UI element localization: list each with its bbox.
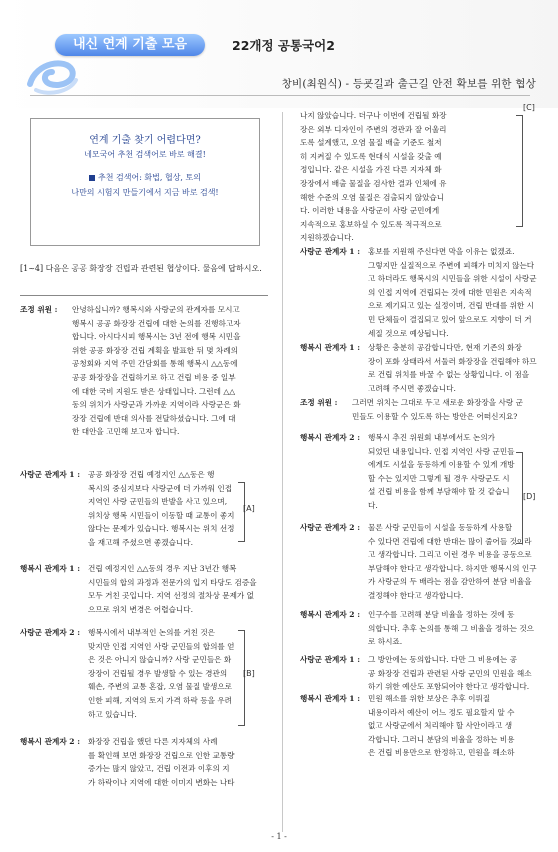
- dialogue-line: 않다는 문제가 있습니다. 행복시는 위치 선정: [88, 524, 235, 534]
- right-paragraph: [300, 109, 538, 245]
- dialogue-line: 화장장 건립을 했던 다른 지자체의 사례: [88, 737, 218, 746]
- left-paragraph: [20, 562, 268, 616]
- dialogue-line: 상황은 충분히 공감합니다만, 현재 기존의 화장: [368, 343, 522, 352]
- speaker-label: 사랑군 관계자 1 :: [300, 655, 361, 664]
- speaker-label: 행복시 관계자 2 :: [20, 737, 81, 746]
- dialogue-line: 그렇지만 실질적으로 주변에 피해가 미치지 않는다: [368, 260, 535, 270]
- dialogue-line: 지역인 사랑 군민들의 반발을 사고 있으며,: [88, 497, 228, 507]
- dialogue-line: 물론 사랑 군민들이 시설을 동등하게 사용할: [368, 523, 513, 532]
- dialogue-line: 장장 건립에 반대 의사를 전달하셨습니다. 그에 대: [72, 413, 236, 423]
- speaker-label: 행복시 관계자 1 :: [300, 694, 361, 703]
- dialogue-line: 동의 위치가 사랑군과 가까운 지역이라 사랑군은 화: [72, 400, 241, 410]
- left-paragraph: [20, 468, 268, 550]
- dialogue-line: 가 사랑군의 두 배라는 점을 감안하여 분담 비율을: [368, 577, 532, 587]
- dialogue-line: 를 확인해 보면 화장장 건립으로 인한 교통량: [88, 750, 235, 760]
- dialogue-line: 증가는 많지 않았고, 건립 이전과 이후의 지: [88, 764, 230, 774]
- speaker-label: 조정 위원 :: [20, 305, 58, 314]
- bracket-d: [516, 452, 523, 544]
- dialogue-line: 의합니다. 추후 논의를 통해 그 비율을 정하는 것으: [368, 623, 535, 633]
- right-paragraph: [300, 341, 538, 395]
- dialogue-line: 시민들의 합의 과정과 전문가의 입지 타당도 검증을: [88, 577, 257, 587]
- dialogue-line: 정입니다. 같은 시설을 가진 다른 지자체 화: [300, 165, 442, 175]
- dialogue-line: 은 건립 비용만으로 한정하고, 민원을 해소하: [368, 748, 515, 758]
- dialogue-line: 한 대안을 고민해 보고자 합니다.: [72, 427, 180, 437]
- dialogue-line: 으로 제기되고 있는 실정이며, 건립 반대를 위한 시: [368, 301, 535, 311]
- dialogue-line: 행복시 공공 화장장 건립에 대한 논의를 진행하고자: [72, 318, 241, 328]
- dialogue-line: 부담해야 한다고 생각합니다. 하지만 행복시의 인구: [368, 563, 537, 573]
- square-bullet-icon: [89, 175, 95, 181]
- dialogue-line: 로 건립 위치를 바꿀 수 없는 상황입니다. 이 점을: [368, 370, 530, 380]
- page-number: - 1 -: [271, 832, 287, 841]
- promo-box: [30, 118, 260, 246]
- dialogue-line: 장장에서 배출 물질을 검사한 결과 인체에 유: [300, 178, 447, 188]
- bracket-label-c: [C]: [523, 103, 535, 112]
- dialogue-line: 위치상 행복 시민들이 이동할 때 교통이 좋지: [88, 510, 235, 520]
- dialogue-line: 훼손, 주변의 교통 혼잡, 오염 물질 발생으로: [88, 682, 233, 692]
- speaker-label: 조정 위원 :: [300, 398, 338, 407]
- dialogue-line: 에게도 시설을 동등하게 이용할 수 있게 개방: [368, 460, 515, 470]
- dialogue-line: 도록 설계했고, 오염 물질 배출 기준도 철저: [300, 138, 442, 148]
- bracket-b: [238, 630, 245, 726]
- speaker-label: 행복시 관계자 1 :: [20, 564, 81, 573]
- left-paragraph: [20, 303, 268, 439]
- dialogue-line: 은 것은 아니지 않습니까? 사랑 군민들은 화: [88, 655, 232, 665]
- question-prompt: [1~4] 다음은 공공 화장장 건립과 관련된 협상이다. 물음에 답하시오.: [20, 264, 262, 273]
- dialogue-line: 다. 이러한 내용을 사랑군이 사랑 군민에게: [300, 206, 440, 216]
- dialogue-line: 내용이라서 예산이 어느 정도 필요할지 알 수: [368, 707, 515, 717]
- dialogue-line: 인한 피해, 지역의 토지 가격 하락 등을 우려: [88, 695, 233, 705]
- dialogue-line: 복시의 중심지보다 사랑군에 더 가까워 인접: [88, 483, 233, 493]
- bracket-label-b: [B]: [243, 669, 255, 678]
- dialogue-line: 공 화장장 건립과 관련된 사랑 군민의 민원을 해소: [368, 668, 532, 678]
- dialogue-line: 나지 않았습니다. 더구나 이번에 건립될 화장: [300, 111, 447, 120]
- dialogue-line: 할 수는 있지만 그렇게 될 경우 사랑군도 시: [368, 473, 510, 483]
- dialogue-line: 지원하겠습니다.: [300, 233, 354, 243]
- speaker-label: 사랑군 관계자 2 :: [300, 523, 361, 532]
- dialogue-line: 홍보를 지원해 주신다면 막을 이유는 없겠죠.: [368, 247, 515, 256]
- dialogue-line: 히 지켜질 수 있도록 현대식 시설을 갖출 예: [300, 151, 442, 161]
- right-paragraph: [300, 692, 538, 760]
- dialogue-line: 다.: [368, 500, 378, 510]
- dialogue-line: 세질 것으로 예상됩니다.: [368, 328, 449, 338]
- dialogue-line: 공청회와 지역 주민 간담회를 통해 행복시 △△동에: [72, 359, 238, 369]
- dialogue-line: 을 재고해 주셨으면 좋겠습니다.: [88, 537, 194, 547]
- dialogue-line: 인구수를 고려해 분담 비율을 정하는 것에 동: [368, 610, 515, 619]
- speaker-label: 사랑군 관계자 2 :: [20, 628, 81, 637]
- dialogue-line: 합니다. 아시다시피 행복시는 3년 전에 행복 시민을: [72, 332, 241, 342]
- dialogue-line: 설 건립 비용을 함께 부담해야 할 것 같습니: [368, 487, 510, 497]
- subject-title: 22개정 공통국어2: [232, 38, 335, 53]
- dialogue-line: 장은 외부 디자인이 주변의 경관과 잘 어울리: [300, 124, 447, 134]
- promo-cta: 나만의 시험지 만들기에서 지금 바로 검색!: [71, 188, 219, 197]
- dialogue-line: 안녕하십니까? 행복시와 사랑군의 관계자를 모시고: [72, 305, 240, 314]
- right-paragraph: [300, 608, 538, 649]
- right-paragraph: [300, 396, 538, 423]
- series-tag: 내신 연계 기출 모음: [55, 34, 205, 56]
- dialogue-line: 되었던 내용입니다. 인접 지역인 사랑 군민들: [368, 446, 515, 456]
- dialogue-line: 가 하락이나 지역에 대한 이미지 변화는 나타: [88, 777, 235, 787]
- dialogue-line: 모두 거친 곳입니다. 지역 선정의 절차상 문제가 없: [88, 591, 255, 601]
- unit-title: 창비(최원식) - 등굣길과 출근길 안전 확보를 위한 협상: [281, 78, 536, 90]
- dialogue-line: 수 있다면 건립에 대한 반대는 많이 줄어들 것이라: [368, 536, 532, 546]
- promo-subtitle: 네모국어 추천 검색어로 바로 해결!: [84, 150, 206, 159]
- dialogue-line: 행복시에서 내부적인 논의를 거친 것은: [88, 628, 216, 637]
- dialogue-line: 행복시 추진 위원회 내부에서도 논의가: [368, 433, 496, 442]
- dialogue-line: 건립 예정지인 △△동의 경우 지난 3년간 행복: [88, 564, 237, 573]
- speaker-label: 사랑군 관계자 1 :: [20, 470, 81, 479]
- promo-title: 연계 기출 찾기 어렵다면?: [89, 135, 201, 146]
- header-divider: [30, 95, 530, 96]
- dialogue-line: 공공 화장장을 건립하기로 하고 건립 비용 중 일부: [72, 372, 236, 382]
- speaker-label: 행복시 관계자 1 :: [300, 343, 361, 352]
- dialogue-line: 의 인접 지역에 건립되는 것에 대한 민원은 지속적: [368, 287, 532, 297]
- right-paragraph: [300, 653, 538, 694]
- right-paragraph: [300, 521, 538, 603]
- bracket-c: [516, 115, 523, 227]
- dialogue-line: 민 단체들이 결집되고 있어 앞으로도 지향이 더 거: [368, 314, 532, 324]
- dialogue-line: 위한 공공 화장장 건립 계획을 발표한 뒤 몇 차례의: [72, 345, 239, 355]
- speaker-label: 행복시 관계자 2 :: [300, 610, 361, 619]
- bracket-label-d: [D]: [523, 492, 536, 501]
- right-paragraph: [300, 245, 538, 340]
- left-paragraph: [20, 735, 268, 789]
- dialogue-line: 각합니다. 그러니 분담의 비율을 정하는 비용: [368, 734, 515, 744]
- dialogue-line: 민들도 이용할 수 있도록 하는 방안은 어떠신지요?: [352, 411, 518, 421]
- dialogue-line: 지속적으로 홍보하실 수 있도록 적극적으로: [300, 219, 442, 229]
- dialogue-line: 로 하시죠.: [368, 637, 403, 647]
- dialogue-line: 고려해 주시면 좋겠습니다.: [368, 383, 456, 393]
- column-divider: [282, 112, 283, 832]
- dialogue-line: 하기 위한 예산도 포함되어야 한다고 생각합니다.: [368, 682, 530, 692]
- speaker-label: 행복시 관계자 2 :: [300, 433, 361, 442]
- bracket-label-a: [A]: [243, 504, 255, 513]
- dialogue-line: 그러면 위치는 그대로 두고 새로운 화장장을 사랑 군: [352, 398, 523, 407]
- speaker-label: 사랑군 관계자 1 :: [300, 247, 361, 256]
- dialogue-line: 에 대한 국비 지원도 받은 상태입니다. 그런데 △△: [72, 386, 236, 396]
- dialogue-line: 맞지만 인접 지역인 사랑 군민들의 합의를 얻: [88, 641, 235, 651]
- dialogue-line: 민원 해소를 위한 보상은 추후 이뤄질: [368, 694, 491, 703]
- dialogue-line: 장이 포화 상태라서 서둘러 화장장을 건립해야 하므: [368, 356, 537, 366]
- dialogue-line: 하고 있습니다.: [88, 709, 137, 719]
- right-paragraph: [300, 431, 538, 513]
- dialogue-line: 그 방안에는 동의합니다. 다만 그 비용에는 공: [368, 655, 517, 664]
- dialogue-line: 없고 사랑군에서 처리해야 할 사안이라고 생: [368, 721, 513, 731]
- promo-keywords-row: [31, 172, 259, 183]
- dialogue-line: 결정해야 한다고 생각합니다.: [368, 590, 464, 600]
- promo-keywords: 추천 검색어: 화법, 협상, 토의: [98, 173, 201, 182]
- dialogue-line: 고 하더라도 행복시의 시민들을 위한 시설이 사랑군: [368, 274, 537, 284]
- swirl-logo-icon: [22, 54, 82, 98]
- dialogue-line: 고 생각합니다. 그리고 이런 경우 비용을 공동으로: [368, 550, 532, 560]
- dialogue-line: 해한 수준의 오염 물질은 검출되지 않았습니: [300, 192, 445, 202]
- dialogue-line: 으므로 위치 변경은 어렵습니다.: [88, 604, 194, 614]
- left-paragraph: [20, 626, 268, 721]
- question-divider: [20, 295, 268, 296]
- dialogue-line: 장장이 건립될 경우 발생할 수 있는 경관의: [88, 668, 228, 678]
- dialogue-line: 공공 화장장 건립 예정지인 △△동은 행: [88, 470, 215, 479]
